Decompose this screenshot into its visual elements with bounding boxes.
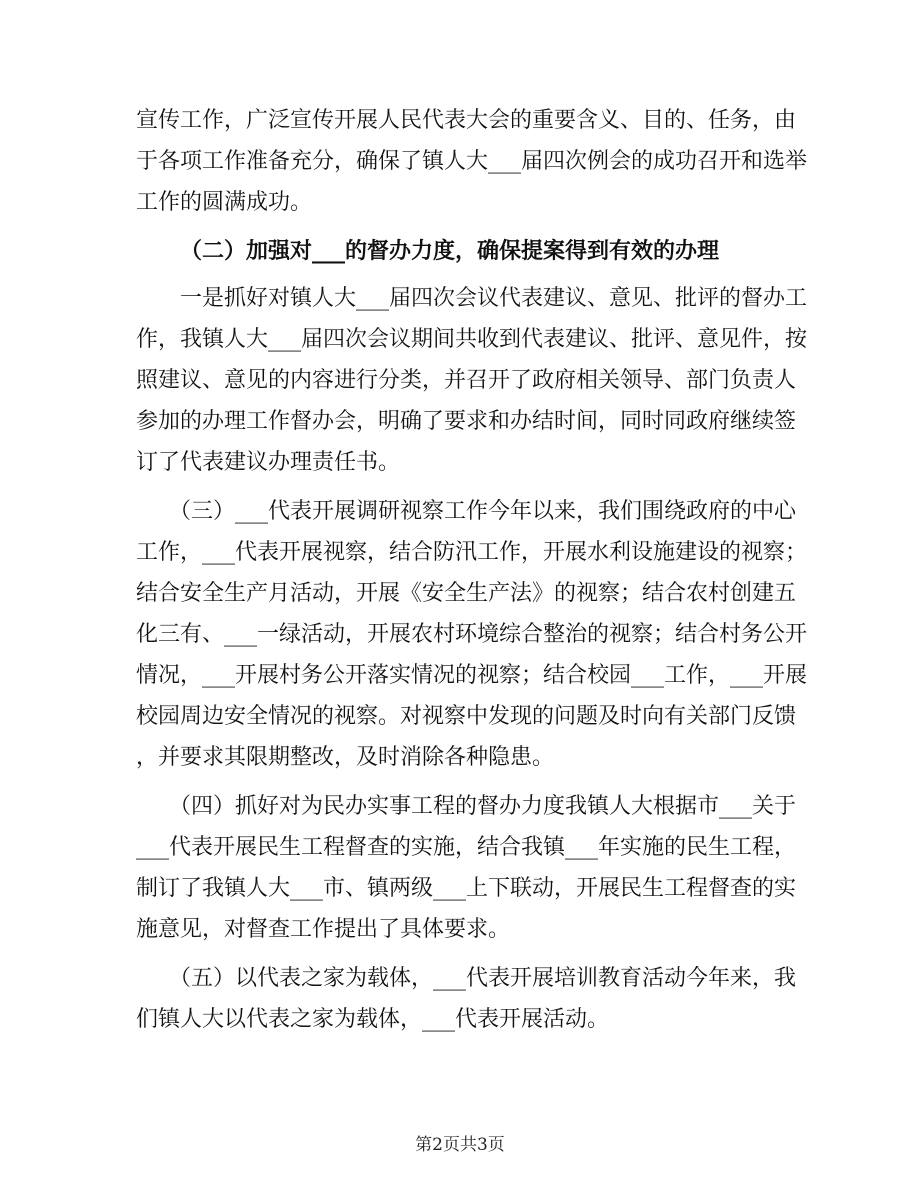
text-line: 照建议、意见的内容进行分类，并召开了政府相关领导、部门负责人 — [136, 368, 797, 393]
paragraph-5 — [136, 958, 797, 1040]
page-number-footer: 第2页共3页 — [415, 1135, 505, 1155]
paragraph-4 — [136, 786, 797, 950]
text-line: 作，我镇人大___届四次会议期间共收到代表建议、批评、意见件，按 — [136, 327, 808, 352]
text-line: （三）___代表开展调研视察工作今年以来，我们围绕政府的中心 — [136, 499, 797, 524]
text-line: ___代表开展民生工程督查的实施，结合我镇___年实施的民生工程， — [136, 835, 797, 860]
text-line: 参加的办理工作督办会，明确了要求和办结时间，同时同政府继续签 — [136, 409, 797, 434]
paragraph-2 — [136, 278, 808, 483]
text-line: ，并要求其限期整改，及时消除各种隐患。 — [136, 745, 555, 770]
paragraph-1 — [136, 100, 808, 223]
text-line: 工作，___代表开展视察，结合防汛工作，开展水利设施建设的视察； — [136, 540, 808, 565]
text-line: 结合安全生产月活动，开展《安全生产法》的视察；结合农村创建五 — [136, 581, 797, 606]
text-line: 们镇人大以代表之家为载体，___代表开展活动。 — [136, 1007, 610, 1032]
text-line: 校园周边安全情况的视察。对视察中发现的问题及时向有关部门反馈 — [136, 704, 797, 729]
text-line: 订了代表建议办理责任书。 — [136, 450, 401, 475]
text-line: （五）以代表之家为载体，___代表开展培训教育活动今年来，我 — [136, 966, 797, 991]
text-line: 化三有、___一绿活动，开展农村环境综合整治的视察；结合村务公开 — [136, 622, 808, 647]
section-heading-2: （二）加强对___的督办力度，确保提案得到有效的办理 — [180, 239, 720, 264]
paragraph-3 — [136, 491, 808, 778]
text-line: 一是抓好对镇人大___届四次会议代表建议、意见、批评的督办工 — [136, 286, 808, 311]
text-line: 制订了我镇人大___市、镇两级___上下联动，开展民生工程督查的实 — [136, 876, 797, 901]
text-line: 宣传工作，广泛宣传开展人民代表大会的重要含义、目的、任务，由 — [136, 108, 797, 133]
text-line: 于各项工作准备充分，确保了镇人大___届四次例会的成功召开和选举 — [136, 149, 808, 174]
text-line: 施意见，对督查工作提出了具体要求。 — [136, 917, 511, 942]
text-line: 情况，___开展村务公开落实情况的视察；结合校园___工作，___开展 — [136, 663, 808, 688]
text-line: （四）抓好对为民办实事工程的督办力度我镇人大根据市___关于 — [136, 794, 797, 819]
document-body — [136, 100, 808, 1048]
text-line: 工作的圆满成功。 — [136, 190, 313, 215]
